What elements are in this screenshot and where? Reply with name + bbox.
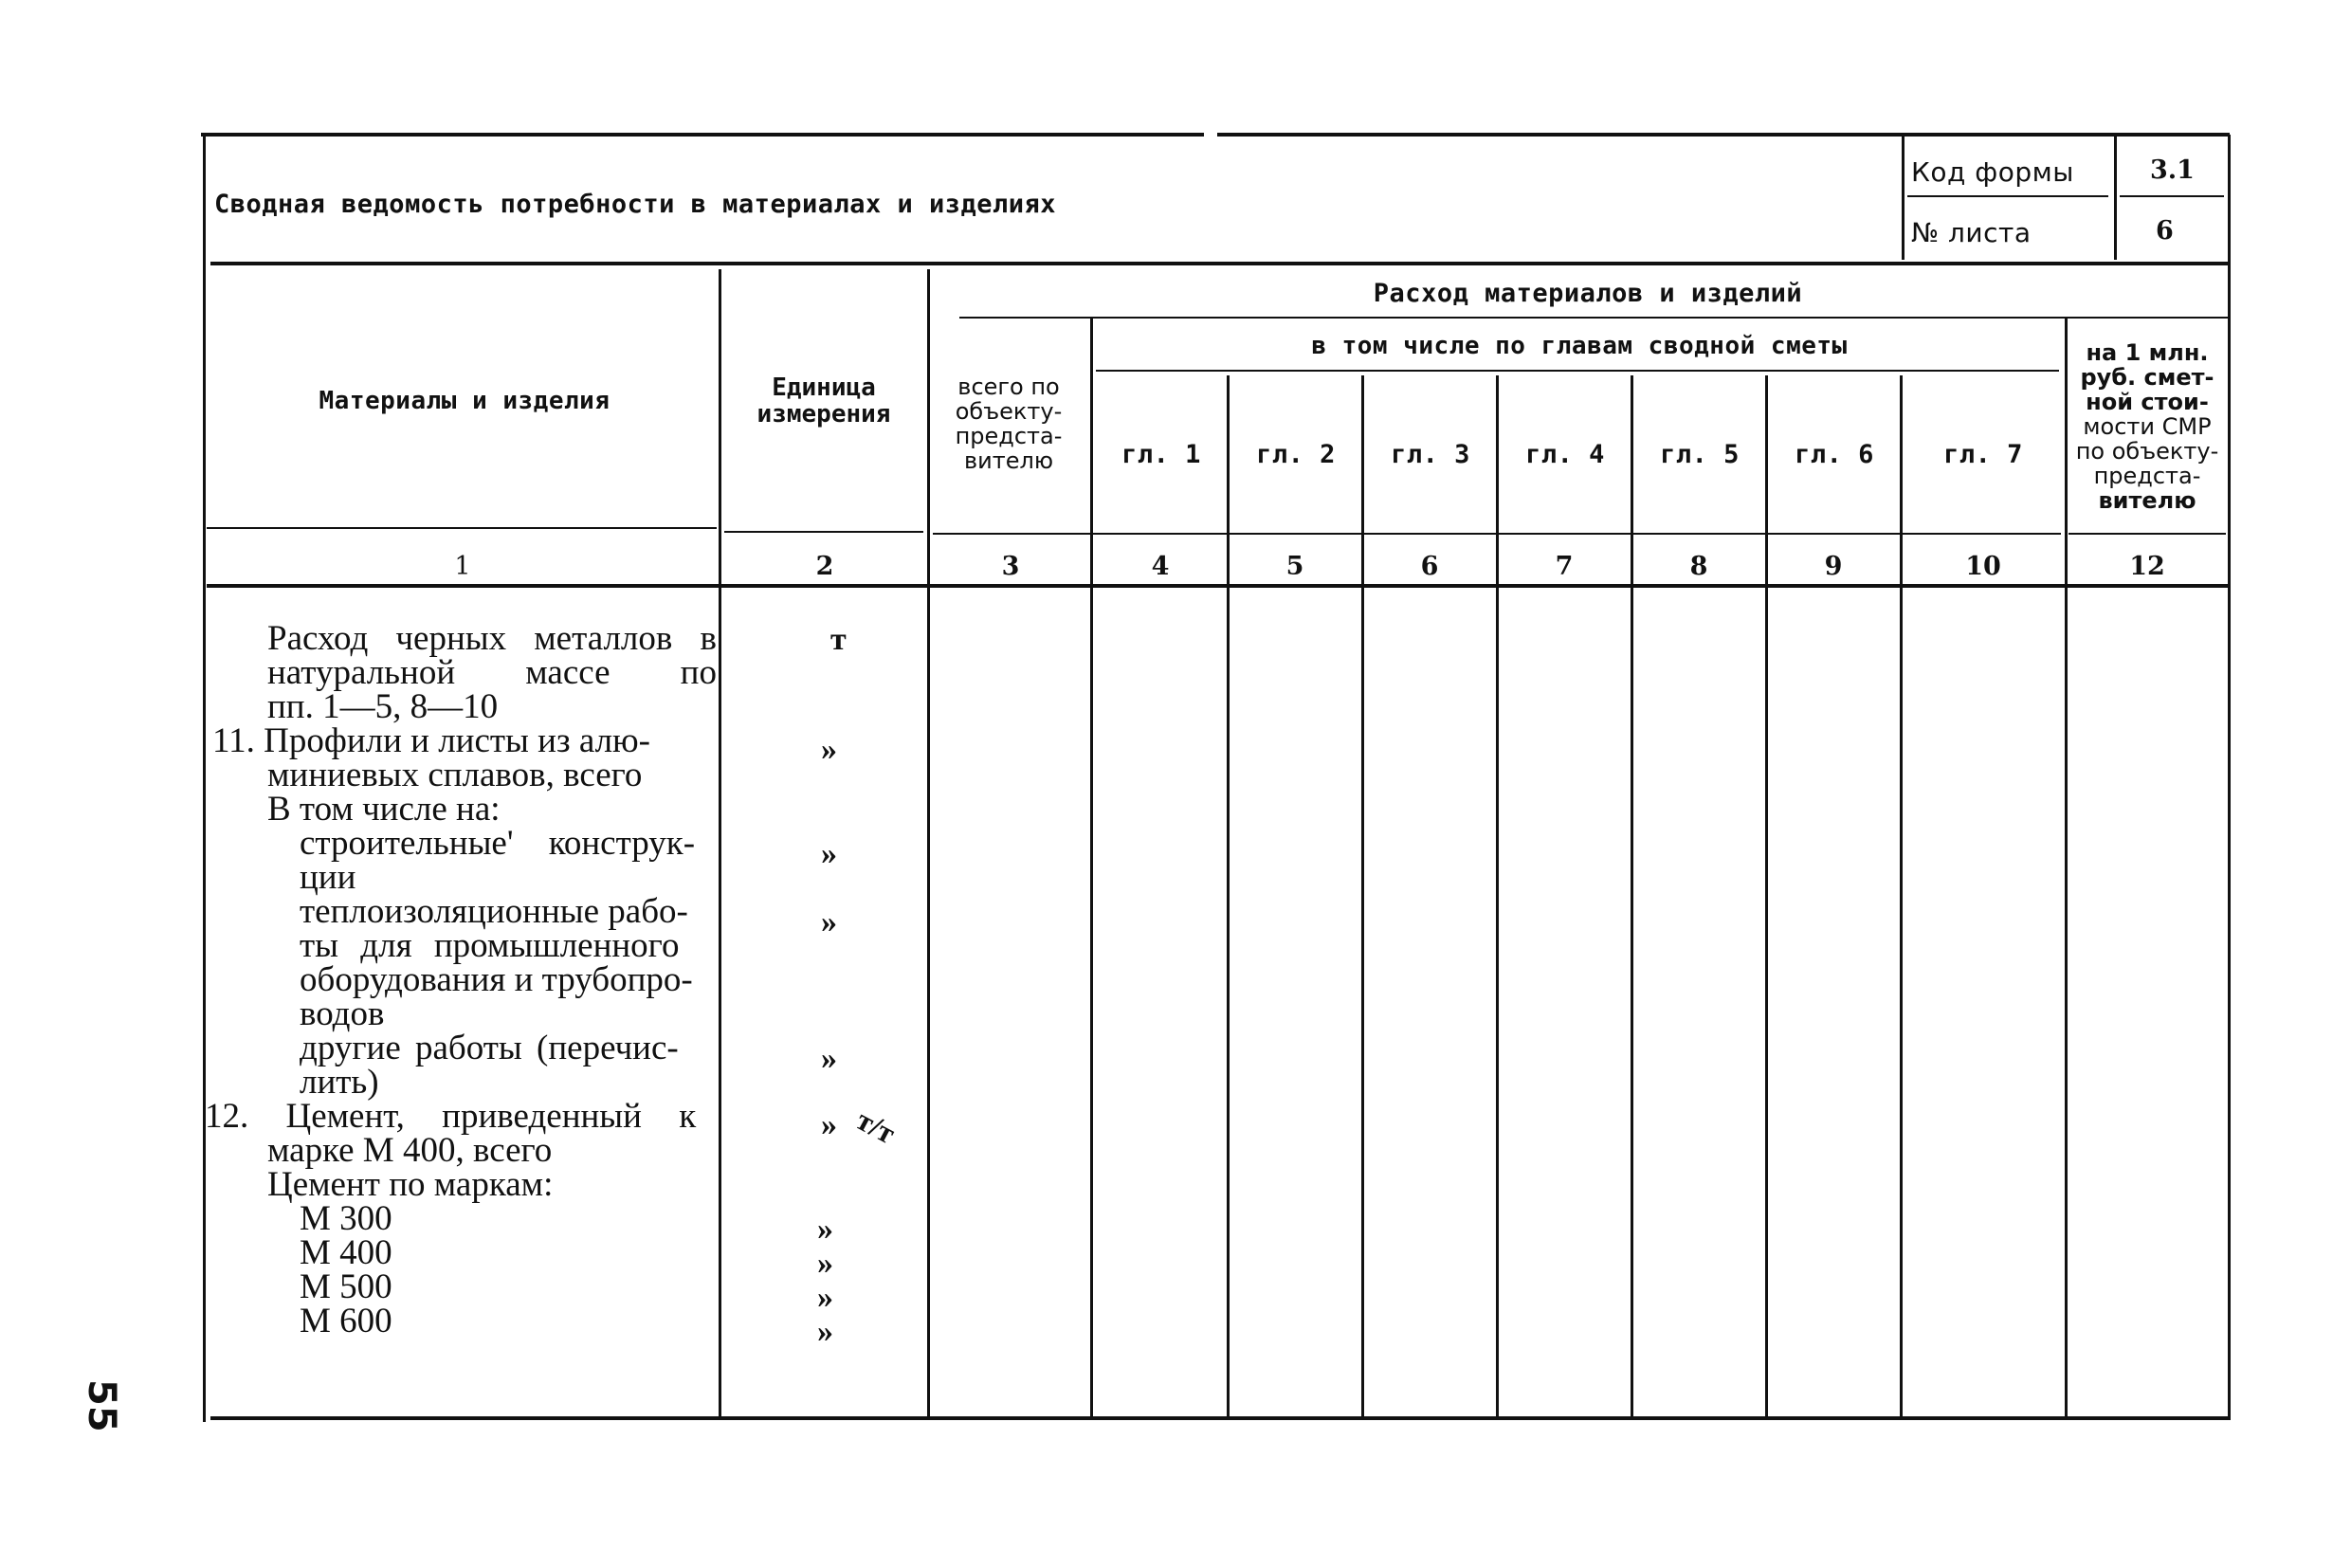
header-materials: Материалы и изделия bbox=[319, 387, 611, 415]
body-top-rule bbox=[207, 584, 2228, 588]
chapters-subgroup-rule bbox=[1096, 370, 2059, 372]
header-unit-line-2: измерения bbox=[756, 400, 891, 428]
number-row-top-rule-c bbox=[933, 533, 2061, 535]
code-box-divider-left bbox=[1907, 195, 2108, 197]
row-other-works-line-1: другие работы (перечис- bbox=[300, 1029, 679, 1067]
row-aluminium-line-1: 11. Профили и листы из алю- bbox=[212, 721, 650, 760]
header-per-million-line-7: вителю bbox=[2098, 487, 2196, 514]
row-ferrous-metals-line-2: натуральной массе по bbox=[267, 653, 717, 692]
unit-m400: » bbox=[817, 1246, 833, 1281]
header-per-million-line-6: предста- bbox=[2093, 463, 2201, 489]
unit-aluminium: » bbox=[821, 732, 837, 767]
row-ferrous-metals-line-1: Расход черных металлов в bbox=[267, 619, 717, 658]
header-per-million-line-3: ной стои- bbox=[2086, 389, 2209, 415]
header-chapter-1: гл. 1 bbox=[1121, 440, 1201, 469]
unit-m500: » bbox=[817, 1280, 833, 1315]
col-number-1: 1 bbox=[454, 552, 471, 581]
header-chapter-3: гл. 3 bbox=[1391, 440, 1470, 469]
form-code-value: 3.1 bbox=[2150, 155, 2195, 185]
header-per-million-line-1: на 1 млн. bbox=[2086, 339, 2209, 366]
row-ferrous-metals-line-3: пп. 1—5, 8—10 bbox=[267, 687, 499, 726]
col-number-7: 7 bbox=[1555, 552, 1574, 581]
row-aluminium-line-3: В том числе на: bbox=[267, 790, 501, 829]
unit-other-works: » bbox=[821, 1041, 837, 1076]
header-chapter-7: гл. 7 bbox=[1943, 440, 2023, 469]
header-chapter-4: гл. 4 bbox=[1525, 440, 1605, 469]
col-number-9: 9 bbox=[1824, 552, 1843, 581]
row-insulation-line-4: водов bbox=[300, 994, 385, 1033]
row-cement-line-3: Цемент по маркам: bbox=[267, 1165, 554, 1204]
col-number-8: 8 bbox=[1689, 552, 1708, 581]
code-box-divider-right bbox=[2120, 195, 2224, 197]
unit-cement: » bbox=[821, 1107, 837, 1142]
top-rule-right bbox=[1217, 133, 2230, 137]
consumption-group-rule bbox=[959, 317, 2228, 319]
header-per-million-line-5: по объекту- bbox=[2075, 438, 2219, 465]
unit-m300: » bbox=[817, 1212, 833, 1247]
col-divider-per-million bbox=[2065, 319, 2068, 1420]
row-other-works-line-2: лить) bbox=[300, 1063, 379, 1102]
header-total-line-3: предста- bbox=[955, 423, 1063, 449]
page-number: 55 bbox=[80, 1379, 123, 1432]
row-insulation-line-2: ты для промышленного bbox=[300, 926, 680, 965]
unit-insulation: » bbox=[821, 904, 837, 939]
col-divider-2 bbox=[927, 269, 930, 1420]
unit-ferrous-metals: т bbox=[830, 622, 847, 657]
form-right-border bbox=[2228, 135, 2231, 1420]
row-aluminium-line-2: миниевых сплавов, всего bbox=[267, 756, 643, 794]
unit-structures: » bbox=[821, 836, 837, 871]
header-chapters-subgroup: в том числе по главам сводной сметы bbox=[1311, 332, 1848, 360]
header-chapter-2: гл. 2 bbox=[1256, 440, 1336, 469]
number-row-top-rule-d bbox=[2069, 533, 2226, 535]
code-box-mid bbox=[2114, 135, 2117, 260]
header-chapter-5: гл. 5 bbox=[1660, 440, 1740, 469]
header-total-line-4: вителю bbox=[963, 447, 1054, 474]
col-divider-1 bbox=[719, 269, 721, 1420]
row-cement-m300: М 300 bbox=[300, 1199, 392, 1238]
col-number-2: 2 bbox=[815, 552, 834, 581]
col-number-10: 10 bbox=[1965, 552, 2001, 581]
header-total-line-2: объекту- bbox=[955, 398, 1063, 425]
col-number-3: 3 bbox=[1001, 552, 1020, 581]
sheet-number-label: № листа bbox=[1911, 217, 2032, 248]
header-total-line-1: всего по bbox=[957, 374, 1060, 400]
row-structures-line-1: строительные' конструк- bbox=[300, 824, 696, 863]
form-title: Сводная ведомость потребности в материалах и изделиях bbox=[214, 190, 1057, 219]
row-structures-line-2: ции bbox=[300, 858, 356, 897]
form-left-border bbox=[203, 135, 206, 1422]
header-per-million-line-4: мости СМР bbox=[2083, 413, 2212, 440]
code-box-left bbox=[1902, 135, 1904, 260]
row-cement-line-1: 12. Цемент, приведенный к bbox=[205, 1097, 697, 1136]
row-cement-m500: М 500 bbox=[300, 1267, 392, 1306]
col-number-12: 12 bbox=[2129, 552, 2165, 581]
header-chapter-6: гл. 6 bbox=[1795, 440, 1874, 469]
header-per-million-line-2: руб. смет- bbox=[2080, 364, 2214, 391]
col-divider-3 bbox=[1090, 319, 1093, 1420]
col-number-4: 4 bbox=[1151, 552, 1170, 581]
col-number-6: 6 bbox=[1420, 552, 1439, 581]
form-code-label: Код формы bbox=[1911, 156, 2074, 188]
header-unit-line-1: Единица bbox=[772, 374, 876, 402]
row-cement-line-2: марке М 400, всего bbox=[267, 1131, 553, 1170]
bottom-rule bbox=[210, 1416, 2230, 1420]
row-insulation-line-1: теплоизоляционные рабо- bbox=[300, 892, 688, 931]
unit-m600: » bbox=[817, 1314, 833, 1349]
col-number-5: 5 bbox=[1285, 552, 1304, 581]
sheet-number-value: 6 bbox=[2156, 216, 2174, 246]
row-cement-m600: М 600 bbox=[300, 1302, 392, 1340]
header-top-rule bbox=[210, 262, 2228, 265]
row-cement-m400: М 400 bbox=[300, 1233, 392, 1272]
row-insulation-line-3: оборудования и трубопро- bbox=[300, 960, 693, 999]
top-rule-left bbox=[201, 133, 1204, 137]
number-row-top-rule-b bbox=[724, 531, 923, 533]
header-consumption-group: Расход материалов и изделий bbox=[1373, 279, 1803, 308]
unit-cement-annotation: т/т bbox=[850, 1102, 902, 1151]
number-row-top-rule-a bbox=[207, 527, 717, 529]
